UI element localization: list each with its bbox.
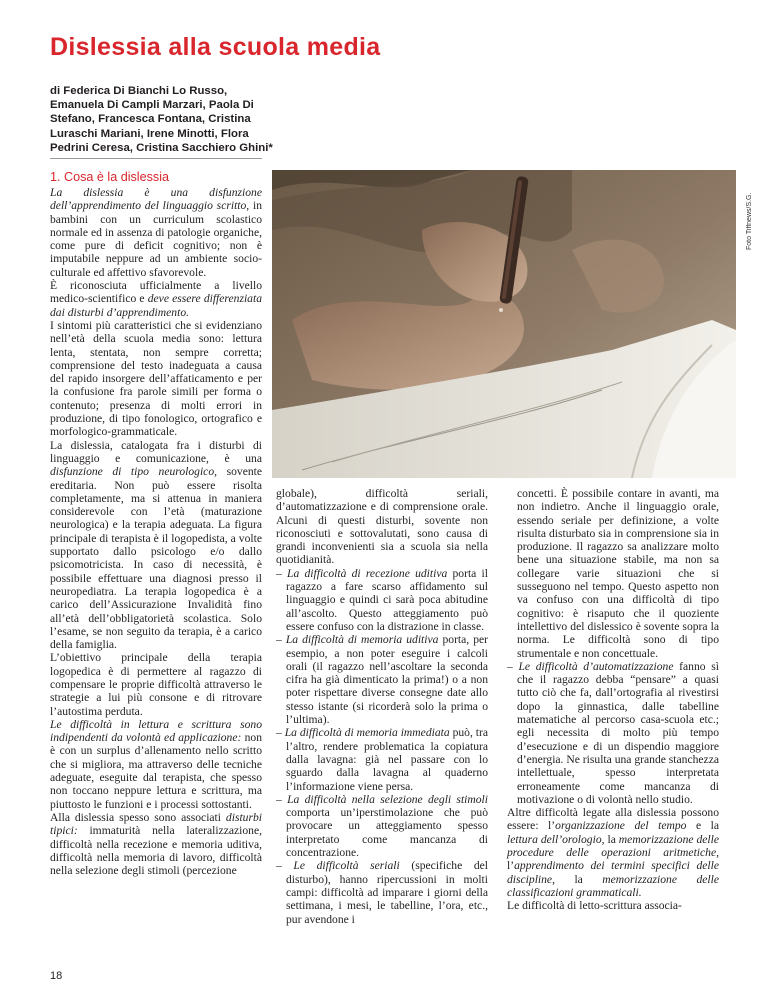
emphasis: disturbi tipici:	[50, 810, 262, 838]
text: Alla dislessia spesso sono associati	[50, 810, 226, 824]
text: non è con un surplus d’allenamento nello scritto che si migliora, ma attraverso delle tecniche adeguate, eseguite dal terapista, che spesso non toccano neppure lettura e scrittura, ma piuttosto le funzioni e i processi sottostanti.	[50, 731, 262, 811]
dash: –	[507, 659, 519, 673]
paragraph: Le difficoltà di letto-scrittura associa-	[507, 899, 682, 913]
paragraph	[507, 806, 719, 899]
text: la	[604, 832, 619, 846]
paragraph	[50, 811, 262, 877]
emphasis: La difficoltà di memoria uditiva	[285, 633, 439, 647]
emphasis: Le difficoltà in lettura e scrittura sono indipendenti da volontà ed applicazione:	[50, 717, 262, 745]
text: fanno sì che il ragazzo debba “pensare” a quasi tutto ciò che fa, dall’ortografia al rivestirsi dopo la ginnastica, dalle tabelline matematiche al percorso casa-scuola etc.; egli necessita di molto più tempo d’esecuzione e di un dispendio maggiore d’energia. Ne risulta una grande stanchezza intellettuale, spesso interpretata erroneamente come mancanza di motivazione o di volontà nello studio.	[517, 659, 719, 806]
text: È riconosciuta ufficialmente a livello medico-scientifico e	[50, 279, 262, 306]
list-item	[507, 660, 719, 806]
text: in bambini con un curriculum scolastico normale ed in assenza di patologie organiche, come pure di deficit cognitivo; non è imputabile neppure ad un ambiente socio-culturale ed affettivo sfavorevole.	[50, 199, 262, 279]
header-divider	[50, 158, 262, 159]
text: comporta un’iperstimolazione che può provocare un atteggiamento spesso interpretato come mancanza di concentrazione.	[286, 806, 488, 860]
photo-credit: Foto Tiffnews/S.G.	[746, 192, 753, 250]
column-2	[276, 487, 488, 926]
paragraph	[50, 279, 262, 319]
emphasis: apprendimento dei termini specifici delle discipline,	[507, 859, 719, 886]
text: (specifiche del disturbo), hanno ripercussioni in molti campi: difficoltà ad imparare i giorni della settimana, i mesi, le tabelline, l’ora, etc., pur avendone i	[286, 859, 488, 926]
emphasis: organizzazione del tempo	[555, 819, 687, 833]
list-item	[276, 859, 488, 925]
text: la	[554, 872, 603, 886]
dash: –	[276, 792, 288, 806]
list-item	[276, 633, 488, 726]
column-1	[50, 186, 262, 877]
list-item	[276, 726, 488, 792]
list-item	[276, 793, 488, 859]
emphasis: La difficoltà nella selezione degli stimoli	[287, 792, 488, 806]
emphasis: Le difficoltà d’automatizzazione	[518, 659, 674, 673]
emphasis: Le difficoltà seriali	[293, 859, 400, 873]
emphasis: deve essere differenziata dai disturbi d’apprendimento.	[50, 292, 262, 319]
text: può, tra l’altro, rendere problematica la copiatura dalla lavagna: già nel passare con lo sguardo dalla lavagna al quaderno l’informazione viene persa.	[286, 726, 488, 793]
page-number: 18	[50, 970, 63, 982]
text: porta, per esempio, a non poter eseguire i calcoli orali (il ragazzo nell’ascoltare la seconda cifra ha già dimenticato la prima!) o a non poter rispettare diverse consegne date allo stesso istante (si ricorderà solo la prima o l’ultima).	[286, 633, 489, 727]
dash: –	[276, 633, 286, 647]
paragraph	[50, 718, 262, 811]
paragraph: L’obiettivo principale della terapia logopedica è di permettere al ragazzo di compensare le proprie difficoltà attraverso le strategie a lui più consone e di ritrovare l’autostima perduta.	[50, 651, 262, 718]
text: immaturità nella lateralizzazione, difficoltà nella recezione e memoria uditiva, difficoltà nella memoria di lavoro, difficoltà nella selezione degli stimoli (percezione	[50, 824, 262, 878]
paragraph: concetti. È possibile contare in avanti, ma non indietro. Anche il linguaggio orale, essendo seriale per definizione, a volte risulta disturbato sia in comprensione sia in produzione. Il ragazzo sa analizzare molto bene una situazione stabile, ma non sa collegare varie situazioni che si susseguono nel tempo. Questo aspetto non va confuso con una difficoltà di tipo cognitivo: è risaputo che il quoziente intellettivo del dislessico è sovente sopra la norma. Le difficoltà sono di tipo strumentale e non concettuale.	[517, 487, 719, 660]
emphasis: La difficoltà di recezione uditiva	[287, 566, 448, 580]
article-title: Dislessia alla scuola media	[50, 33, 381, 61]
emphasis: memorizzazione delle classificazioni grammaticali.	[507, 872, 719, 899]
text: e la	[686, 819, 719, 833]
emphasis: La difficoltà di memoria immediata	[284, 726, 450, 740]
text: La dislessia, catalogata fra i disturbi di linguaggio e comunicazione, è una	[50, 438, 262, 465]
section-heading: 1. Cosa è la dislessia	[50, 170, 170, 184]
hands-writing-photo	[272, 170, 736, 478]
paragraph	[50, 186, 262, 279]
paragraph	[50, 439, 262, 652]
dash: –	[276, 859, 294, 873]
column-3	[507, 487, 719, 913]
paragraph: globale), difficoltà seriali, d’automatizzazione e di comprensione orale. Alcuni di questi disturbi, sovente non riconosciuti e sottovalutati, sono causa di grandi inconvenienti sia a scuola sia nella quotidianità.	[276, 487, 488, 567]
text: Altre difficoltà legate alla dislessia possono essere: l’	[507, 806, 719, 833]
text: sovente ereditaria. Non può essere risolta completamente, ma si attenua in maniera considerevole con l’età (maturazione neurologica) e la terapia adeguata. La figura principale di terapista è il logopedista, a volte supportato dallo psicologo e/o dallo psicomotricista. In caso di necessità, è possibile effettuare una diagnosi presso il neuropediatra. La terapia logopedica è a carico dell’Assicurazione Invalidità fino all’età dell’obbligatorietà scolastica. Solo l’esame, se non seguito da terapia, è a carico della famiglia.	[50, 465, 262, 652]
emphasis: disfunzione di tipo neurologico,	[50, 465, 218, 479]
text: l’	[507, 859, 515, 873]
dash: –	[276, 726, 285, 740]
author-list: di Federica Di Bianchi Lo Russo, Emanuela Di Campli Marzari, Paola Di Stefano, Francesca Fontana, Cristina Luraschi Mariani, Irene Minotti, Flora Pedrini Ceresa, Cristina Sacchiero Ghini*	[50, 85, 273, 154]
emphasis: memorizzazione delle procedure delle operazioni aritmetiche,	[507, 832, 719, 860]
paragraph: I sintomi più caratteristici che si evidenziano nell’età della scuola media sono: lettura lenta, stentata, non sempre corretta; comprensione del testo inadeguata a causa del rapido insorgere dell’affaticamento e per la confusione fra parole simili per forma o contenuto; presenza di molti errori in produzione, di tipo fonologico, ortografico e morfologico-grammaticale.	[50, 318, 262, 439]
list-item	[276, 567, 488, 633]
dash: –	[276, 566, 288, 580]
emphasis: lettura dell’orologio,	[507, 832, 605, 846]
text: porta il ragazzo a fare scarso affidamento sul linguaggio e quindi ci sarà poca abitudine all’ascolto. Questo atteggiamento può essere confuso con la distrazione in classe.	[286, 566, 488, 633]
photo-illustration	[272, 170, 736, 478]
emphasis: La dislessia è una disfunzione dell’apprendimento del linguaggio scritto,	[50, 186, 262, 213]
